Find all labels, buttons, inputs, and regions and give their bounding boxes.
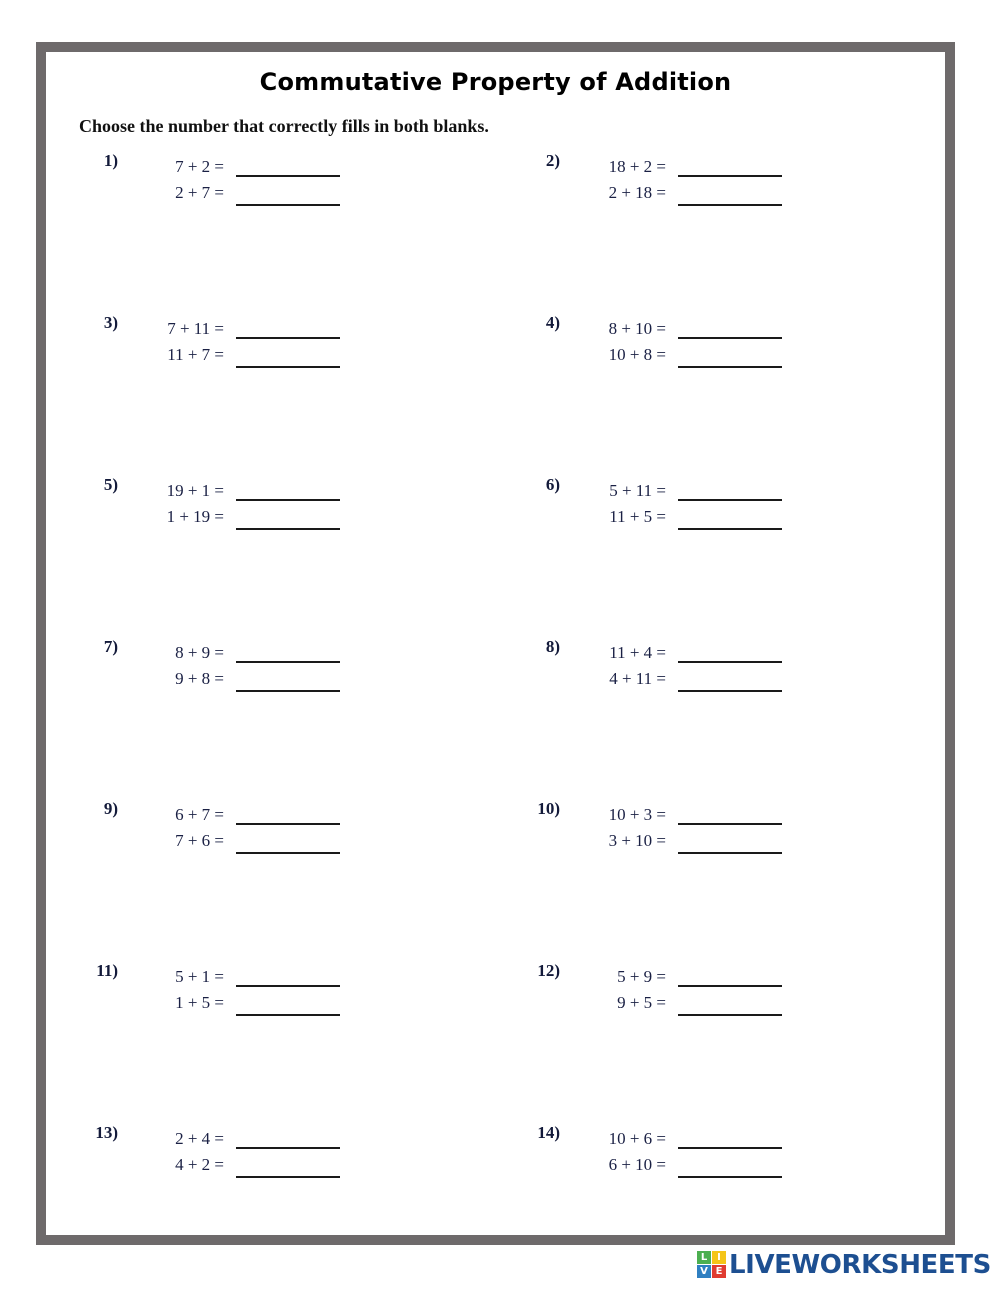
problem-number: 1)	[103, 151, 118, 170]
problem-body	[128, 472, 340, 530]
problem-number: 11)	[96, 961, 118, 980]
problem-body	[570, 1120, 782, 1178]
equation-line	[570, 1120, 782, 1149]
problem-body	[128, 958, 340, 1016]
logo-cell-l: L	[697, 1251, 711, 1264]
problem-body	[128, 148, 340, 206]
problem-item	[526, 1120, 782, 1178]
problem-body	[570, 472, 782, 530]
equation-line	[128, 501, 340, 530]
answer-blank[interactable]	[236, 500, 340, 530]
equation-line	[128, 310, 340, 339]
worksheet-frame	[36, 42, 955, 1245]
answer-blank[interactable]	[678, 1148, 782, 1178]
equation-line	[128, 663, 340, 692]
problem-number: 14)	[537, 1123, 560, 1142]
equation-line	[570, 987, 782, 1016]
equation-text: 4 + 2 =	[175, 1155, 224, 1174]
problem-body	[570, 796, 782, 854]
answer-blank[interactable]	[678, 155, 782, 177]
answer-blank[interactable]	[236, 479, 340, 501]
equation-text: 2 + 18 =	[608, 183, 666, 202]
equation-line	[128, 958, 340, 987]
equation-text: 5 + 9 =	[617, 967, 666, 986]
equation-line	[570, 339, 782, 368]
problem-body	[570, 958, 782, 1016]
answer-blank[interactable]	[678, 1127, 782, 1149]
answer-blank[interactable]	[678, 824, 782, 854]
problem-body	[570, 148, 782, 206]
equation-line	[570, 310, 782, 339]
equation-line	[570, 663, 782, 692]
problem-row	[46, 796, 945, 958]
problem-item	[84, 1120, 340, 1178]
equation-text: 4 + 11 =	[609, 669, 666, 688]
worksheet-page	[46, 52, 945, 1235]
liveworksheets-logo	[697, 1251, 991, 1278]
equation-text: 5 + 1 =	[175, 967, 224, 986]
equation-line	[128, 177, 340, 206]
equation-line	[570, 501, 782, 530]
problem-number: 4)	[545, 313, 560, 332]
page-title: Commutative Property of Addition	[259, 68, 732, 96]
problem-row	[46, 148, 945, 310]
answer-blank[interactable]	[678, 338, 782, 368]
problem-item	[84, 310, 340, 368]
equation-text: 10 + 8 =	[608, 345, 666, 364]
equation-text: 9 + 5 =	[617, 993, 666, 1012]
problem-body	[128, 1120, 340, 1178]
logo-cell-e: E	[712, 1265, 726, 1278]
answer-blank[interactable]	[678, 500, 782, 530]
equation-line	[570, 825, 782, 854]
equation-line	[570, 1149, 782, 1178]
answer-blank[interactable]	[236, 338, 340, 368]
answer-blank[interactable]	[236, 641, 340, 663]
equation-line	[128, 339, 340, 368]
equation-text: 11 + 4 =	[609, 643, 666, 662]
problem-number: 10)	[537, 799, 560, 818]
equation-text: 5 + 11 =	[609, 481, 666, 500]
problem-number: 5)	[103, 475, 118, 494]
equation-line	[570, 472, 782, 501]
equation-line	[128, 987, 340, 1016]
equation-text: 8 + 9 =	[175, 643, 224, 662]
problem-body	[128, 796, 340, 854]
equation-text: 7 + 2 =	[175, 157, 224, 176]
problem-row	[46, 958, 945, 1120]
problem-item	[526, 634, 782, 692]
problem-number: 7)	[103, 637, 118, 656]
equation-text: 6 + 7 =	[175, 805, 224, 824]
problem-number: 9)	[103, 799, 118, 818]
answer-blank[interactable]	[236, 155, 340, 177]
problem-number: 13)	[95, 1123, 118, 1142]
answer-blank[interactable]	[678, 176, 782, 206]
answer-blank[interactable]	[678, 641, 782, 663]
answer-blank[interactable]	[236, 824, 340, 854]
equation-line	[570, 634, 782, 663]
answer-blank[interactable]	[236, 1148, 340, 1178]
problem-row	[46, 1120, 945, 1230]
liveworksheets-wordmark: LIVEWORKSHEETS	[729, 1249, 991, 1280]
equation-text: 18 + 2 =	[608, 157, 666, 176]
problem-item	[84, 148, 340, 206]
equation-text: 11 + 5 =	[609, 507, 666, 526]
answer-blank[interactable]	[678, 965, 782, 987]
problem-item	[526, 472, 782, 530]
equation-line	[570, 177, 782, 206]
equation-text: 2 + 7 =	[175, 183, 224, 202]
problem-item	[84, 958, 340, 1016]
problem-item	[526, 148, 782, 206]
equation-text: 10 + 3 =	[608, 805, 666, 824]
equation-text: 10 + 6 =	[608, 1129, 666, 1148]
problem-body	[128, 310, 340, 368]
answer-blank[interactable]	[236, 986, 340, 1016]
liveworksheets-logo-mark	[697, 1251, 726, 1278]
answer-blank[interactable]	[678, 803, 782, 825]
equation-line	[570, 796, 782, 825]
problem-item	[84, 796, 340, 854]
equation-text: 11 + 7 =	[167, 345, 224, 364]
equation-text: 3 + 10 =	[608, 831, 666, 850]
equation-text: 1 + 5 =	[175, 993, 224, 1012]
logo-cell-i: I	[712, 1251, 726, 1264]
problem-body	[570, 634, 782, 692]
answer-blank[interactable]	[678, 317, 782, 339]
answer-blank[interactable]	[236, 803, 340, 825]
answer-blank[interactable]	[236, 317, 340, 339]
answer-blank[interactable]	[678, 479, 782, 501]
answer-blank[interactable]	[236, 1127, 340, 1149]
problem-row	[46, 310, 945, 472]
problem-number: 8)	[545, 637, 560, 656]
problem-number: 3)	[103, 313, 118, 332]
problem-number: 12)	[537, 961, 560, 980]
equation-text: 19 + 1 =	[166, 481, 224, 500]
problem-item	[526, 796, 782, 854]
problem-item	[84, 634, 340, 692]
equation-line	[128, 825, 340, 854]
problem-body	[128, 634, 340, 692]
equation-line	[128, 148, 340, 177]
equation-line	[570, 958, 782, 987]
equation-line	[128, 1149, 340, 1178]
answer-blank[interactable]	[236, 176, 340, 206]
problem-number: 2)	[545, 151, 560, 170]
problem-item	[526, 310, 782, 368]
equation-line	[128, 1120, 340, 1149]
answer-blank[interactable]	[236, 662, 340, 692]
equation-line	[128, 472, 340, 501]
equation-text: 2 + 4 =	[175, 1129, 224, 1148]
problem-row	[46, 472, 945, 634]
equation-text: 7 + 6 =	[175, 831, 224, 850]
problems-grid	[46, 148, 945, 1230]
problem-body	[570, 310, 782, 368]
equation-text: 7 + 11 =	[167, 319, 224, 338]
instructions-text: Choose the number that correctly fills in both blanks.	[79, 116, 489, 136]
equation-line	[128, 796, 340, 825]
equation-text: 8 + 10 =	[608, 319, 666, 338]
answer-blank[interactable]	[678, 986, 782, 1016]
equation-line	[570, 148, 782, 177]
problem-number: 6)	[545, 475, 560, 494]
problem-row	[46, 634, 945, 796]
equation-text: 6 + 10 =	[608, 1155, 666, 1174]
answer-blank[interactable]	[236, 965, 340, 987]
answer-blank[interactable]	[678, 662, 782, 692]
equation-text: 1 + 19 =	[166, 507, 224, 526]
problem-item	[84, 472, 340, 530]
equation-text: 9 + 8 =	[175, 669, 224, 688]
problem-item	[526, 958, 782, 1016]
logo-cell-v: V	[697, 1265, 711, 1278]
equation-line	[128, 634, 340, 663]
